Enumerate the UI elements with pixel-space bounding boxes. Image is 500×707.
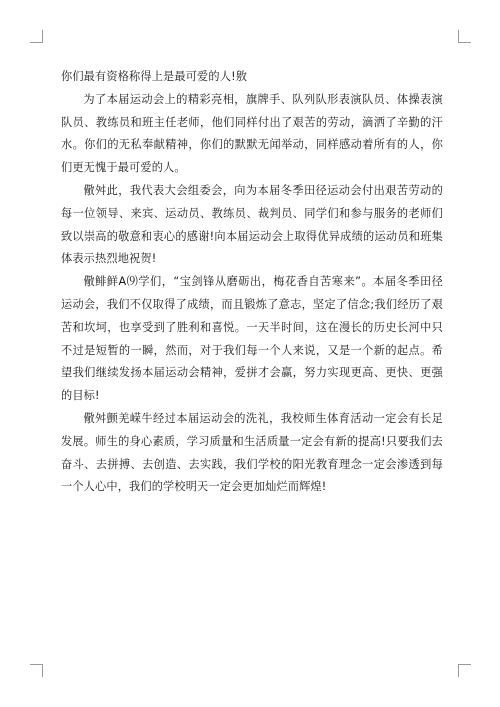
crop-mark-bottom-right <box>458 664 471 677</box>
paragraph-4: 儆鲱鲜A⑼学们，“宝剑锋从磨砺出，梅花香自苦寒来”。本届冬季田径运动会，我们不仅取得了成绩，而且锻炼了意志，坚定了信念;我们经历了艰苦和坎坷，也享受到了胜利和喜悦。一天半时间，这在漫长的历史长河中只不过是短暂的一瞬，然而，对于我们每一个人来说，又是一个新的起点。希望我们继续发扬本届运动会精神，爱拼才会赢，努力实现更高、更快、更强的目标! <box>61 275 443 403</box>
paragraph-5: 儆舛颤羌嵘牛经过本届运动会的洗礼，我校师生体育活动一定会有长足发展。师生的身心素质，学习质量和生活质量一定会有新的提高!只要我们去奋斗、去拼搏、去创造、去实践，我们学校的阳光教育理念一定会渗透到每一个人心中，我们的学校明天一定会更加灿烂而辉煌! <box>61 411 443 494</box>
crop-mark-top-left <box>30 30 43 43</box>
crop-mark-bottom-left <box>30 664 43 677</box>
crop-mark-top-right <box>458 30 471 43</box>
paragraph-3: 儆舛此，我代表大会组委会，向为本届冬季田径运动会付出艰苦劳动的每一位领导、来宾、运动员、教练员、裁判员、同学们和参与服务的老师们致以崇高的敬意和衷心的感谢!向本届运动会上取得优异成绩的运动员和班集体表示热烈地祝贺! <box>61 183 443 266</box>
document-body <box>61 66 443 499</box>
paragraph-2: 为了本届运动会上的精彩亮相，旗牌手、队列队形表演队员、体操表演队员、教练员和班主任老师，他们同样付出了艰苦的劳动，滴洒了辛勤的汗水。你们的无私奉献精神，你们的默默无闻举动，同样感动着所有的人，你们更无愧于最可爱的人。 <box>61 92 443 175</box>
paragraph-1: 你们最有资格称得上是最可爱的人!敫 <box>61 70 248 83</box>
